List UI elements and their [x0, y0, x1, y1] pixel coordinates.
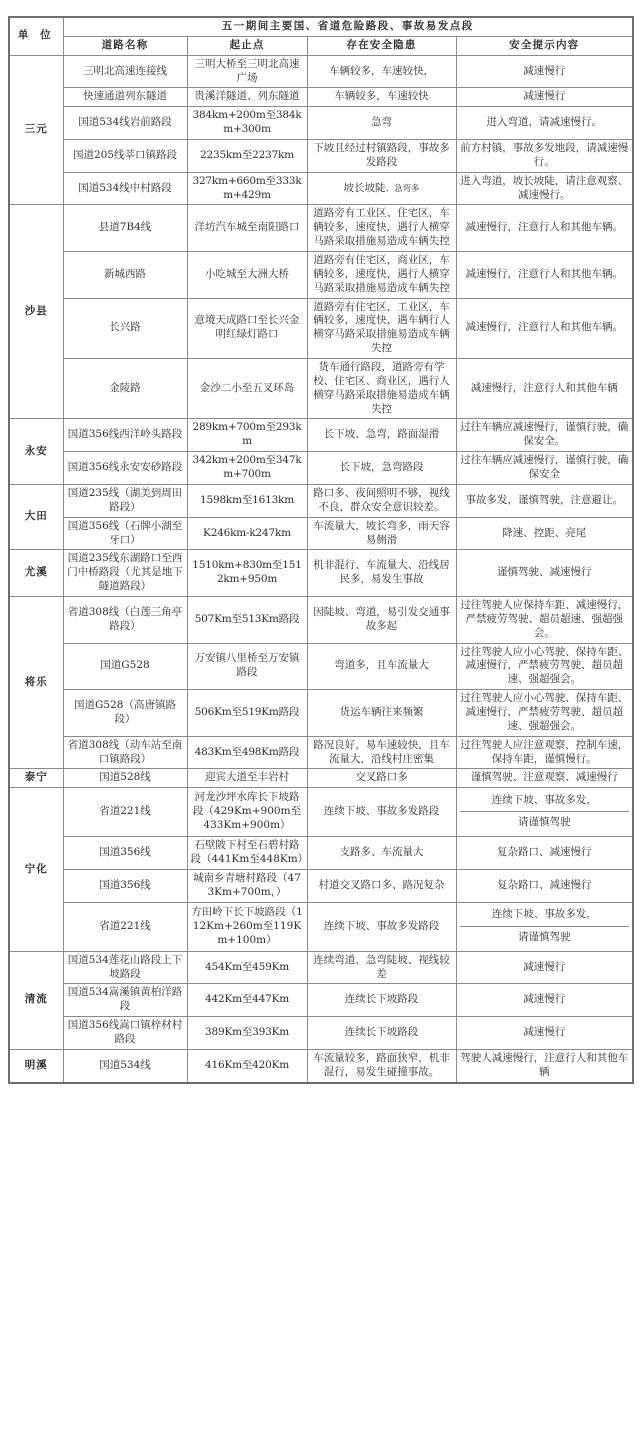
column-header-risk: 存在安全隐患: [307, 36, 456, 55]
range-cell: 城南乡青塘村路段（473Km+700m，）: [187, 869, 307, 902]
risk-cell: 货车通行路段，道路旁有学校、住宅区、商业区，遇行人横穿马路采取措施易造成车辆失控: [307, 359, 456, 419]
table-row: [9, 550, 633, 597]
column-header-row: [9, 36, 633, 55]
column-header-road-name: 道路名称: [63, 36, 187, 55]
risk-text-secondary: 、急弯多: [385, 183, 420, 194]
table-row: [9, 359, 633, 419]
risk-cell: 道路旁有住宅区，工业区，车辆较多，速度快，遇车辆行人横穿马路采取措施易造成车辆失控: [307, 298, 456, 358]
tip-cell: 进入弯道，坡长坡陡，请注意观察、减速慢行。: [456, 172, 633, 205]
road-name-cell: 国道356线（石牌小湖至牙口）: [63, 517, 187, 550]
tip-subcell: 请谨慎驾驶: [518, 816, 571, 829]
tip-cell: 过往车辆应减速慢行，谨慎行驶，确保安全。: [456, 419, 633, 452]
table-row: [9, 55, 633, 88]
unit-cell-2: 永安: [9, 419, 63, 484]
range-cell: 1598km至1613km: [187, 484, 307, 517]
risk-cell: [307, 172, 456, 205]
page-title: 五一期间主要国、省道危险路段、事故易发点段: [63, 17, 633, 36]
tip-cell: 进入弯道，请减速慢行。: [456, 107, 633, 140]
range-cell: 442Km至447Km: [187, 984, 307, 1017]
risk-cell: 弯道多，且车流量大: [307, 643, 456, 690]
tip-cell: 减速慢行，注意行人和其他车辆。: [456, 298, 633, 358]
road-name-cell: 国道205线莘口镇路段: [63, 140, 187, 173]
table-row: [9, 902, 633, 951]
tip-cell: 驾驶人减速慢行，注意行人和其他车辆: [456, 1049, 633, 1082]
road-name-cell: 新城西路: [63, 252, 187, 299]
tip-cell: [456, 902, 633, 951]
risk-cell: 连续长下坡路段: [307, 984, 456, 1017]
unit-cell-7: 宁化: [9, 788, 63, 951]
column-header-tip: 安全提示内容: [456, 36, 633, 55]
tip-cell: 减速慢行，注意行人和其他车辆: [456, 359, 633, 419]
road-name-cell: 国道356线: [63, 837, 187, 870]
tip-cell: 减速慢行，注意行人和其他车辆。: [456, 252, 633, 299]
risk-cell: 长下坡、急弯，路面湿滑: [307, 419, 456, 452]
tip-subcell: 连续下坡、事故多发，: [460, 790, 630, 812]
table-body: [9, 17, 633, 1083]
range-cell: 483Km至498Km路段: [187, 736, 307, 769]
range-cell: 327km+660m至333km+429m: [187, 172, 307, 205]
risk-cell: 道路旁有住宅区，商业区，车辆较多，速度快，遇行人横穿马路采取措施易造成车辆失控: [307, 252, 456, 299]
range-cell: K246km-k247km: [187, 517, 307, 550]
range-cell: 384km+200m至384km+300m: [187, 107, 307, 140]
table-row: [9, 769, 633, 788]
range-cell: 454Km至459Km: [187, 951, 307, 984]
table-row: [9, 172, 633, 205]
table-row: [9, 736, 633, 769]
tip-cell: 减速慢行: [456, 984, 633, 1017]
road-name-cell: 国道235线（湖美到周田路段）: [63, 484, 187, 517]
risk-cell: 路口多、夜间照明不够，视线不良，群众安全意识较差。: [307, 484, 456, 517]
risk-cell: 路况良好，易车速较快，且车流量大，沿线村庄密集: [307, 736, 456, 769]
road-name-cell: 省道308线（白莲三角亭路段）: [63, 596, 187, 643]
table-row: [9, 88, 633, 107]
table-row: [9, 984, 633, 1017]
risk-cell: 长下坡，急弯路段: [307, 452, 456, 485]
table-row: [9, 419, 633, 452]
road-name-cell: 长兴路: [63, 298, 187, 358]
tip-cell: 谨慎驾驶、减速慢行: [456, 550, 633, 597]
table-row: [9, 690, 633, 737]
title-row: [9, 17, 633, 36]
tip-cell: 前方村镇，事故多发地段，请减速慢行。: [456, 140, 633, 173]
risk-cell: 车流量较多，路面狭窄，机非混行，易发生碰撞事故。: [307, 1049, 456, 1082]
risk-cell: 连续下坡、事故多发路段: [307, 788, 456, 837]
tip-cell: 复杂路口、减速慢行: [456, 837, 633, 870]
road-name-cell: 国道G528: [63, 643, 187, 690]
range-cell: 416Km至420Km: [187, 1049, 307, 1082]
risk-cell: 连续弯道、急弯陡坡、视线较差: [307, 951, 456, 984]
road-name-cell: 省道308线（动车站至南口镇路段）: [63, 736, 187, 769]
tip-cell: 减速慢行: [456, 55, 633, 88]
tip-cell: 复杂路口、减速慢行: [456, 869, 633, 902]
tip-cell: 过往驾驶人应小心驾驶、保持车距、减速慢行，严禁疲劳驾驶、超员超速、强超强会。: [456, 643, 633, 690]
range-cell: 507Km至513Km路段: [187, 596, 307, 643]
table-row: [9, 205, 633, 252]
unit-cell-6: 泰宁: [9, 769, 63, 788]
road-name-cell: 国道534线岩前路段: [63, 107, 187, 140]
unit-cell-1: 沙县: [9, 205, 63, 419]
table-row: [9, 1049, 633, 1082]
unit-cell-0: 三元: [9, 55, 63, 205]
tip-cell: 减速慢行: [456, 1017, 633, 1050]
range-cell: 万安镇八里桥至万安镇路段: [187, 643, 307, 690]
tip-cell: 降速、控距、亮尾: [456, 517, 633, 550]
road-name-cell: 国道534嵩溪镇黄柏洋路段: [63, 984, 187, 1017]
risk-cell: 连续长下坡路段: [307, 1017, 456, 1050]
risk-cell: 连续下坡、事故多发路段: [307, 902, 456, 951]
tip-cell: 过往车辆应减速慢行，谨慎行驶，确保安全: [456, 452, 633, 485]
risk-cell: 支路多、车流量大: [307, 837, 456, 870]
risk-cell: 机非混行、车流量大、沿线居民多，易发生事故: [307, 550, 456, 597]
road-name-cell: 县道7B4线: [63, 205, 187, 252]
table-row: [9, 643, 633, 690]
road-name-cell: 金陵路: [63, 359, 187, 419]
road-name-cell: 国道356线: [63, 869, 187, 902]
tip-subcell: 请谨慎驾驶: [518, 930, 571, 943]
hazard-road-table: [8, 16, 634, 1084]
range-cell: 342km+200m至347km+700m: [187, 452, 307, 485]
road-name-cell: 国道528线: [63, 769, 187, 788]
unit-cell-8: 清流: [9, 951, 63, 1049]
table-row: [9, 252, 633, 299]
table-row: [9, 869, 633, 902]
range-cell: 贵溪洋隧道、列东隧道: [187, 88, 307, 107]
tip-cell: [456, 788, 633, 837]
table-row: [9, 788, 633, 837]
table-row: [9, 298, 633, 358]
road-name-cell: 国道356线西洋岭头路段: [63, 419, 187, 452]
risk-cell: 急弯: [307, 107, 456, 140]
range-cell: 石壁陂下村至石碧村路段（441Km至448Km）: [187, 837, 307, 870]
road-name-cell: 三明北高速连接线: [63, 55, 187, 88]
road-name-cell: 国道534莲花山路段上下坡路段: [63, 951, 187, 984]
unit-cell-4: 尤溪: [9, 550, 63, 597]
range-cell: 1510km+830m至1512km+950m: [187, 550, 307, 597]
road-name-cell: 国道G528（高唐镇路段）: [63, 690, 187, 737]
range-cell: 小吃城至大洲大桥: [187, 252, 307, 299]
range-cell: 洋坊汽车城至南阳路口: [187, 205, 307, 252]
road-name-cell: 省道221线: [63, 788, 187, 837]
risk-cell: 道路旁有工业区、住宅区，车辆较多，速度快，遇行人横穿马路采取措施易造成车辆失控: [307, 205, 456, 252]
range-cell: 三明大桥至三明北高速广场: [187, 55, 307, 88]
table-row: [9, 837, 633, 870]
tip-cell: 过往驾驶人应注意观察，控制车速，保持车距，谨慎慢行。: [456, 736, 633, 769]
tip-cell: 过往驾驶人应保持车距、减速慢行，严禁疲劳驾驶、超员超速、强超强会。: [456, 596, 633, 643]
table-row: [9, 951, 633, 984]
range-cell: 2235km至2237km: [187, 140, 307, 173]
unit-cell-9: 明溪: [9, 1049, 63, 1082]
unit-cell-5: 将乐: [9, 596, 63, 768]
column-header-range: 起止点: [187, 36, 307, 55]
tip-cell: 谨慎驾驶、注意观察、减速慢行: [456, 769, 633, 788]
range-cell: 289km+700m至293km: [187, 419, 307, 452]
range-cell: 389Km至393Km: [187, 1017, 307, 1050]
risk-cell: 下坡且经过村镇路段，事故多发路段: [307, 140, 456, 173]
road-name-cell: 国道356线永安安砂路段: [63, 452, 187, 485]
risk-cell: 交叉路口多: [307, 769, 456, 788]
tip-cell: 过往驾驶人应小心驾驶、保持车距、减速慢行，严禁疲劳驾驶、超员超速、强超强会。: [456, 690, 633, 737]
table-row: [9, 452, 633, 485]
column-header-unit: 单 位: [9, 17, 63, 55]
risk-cell: 车辆较多，车速较快，: [307, 55, 456, 88]
risk-cell: 货运车辆往来频繁: [307, 690, 456, 737]
range-cell: 方田岭下长下坡路段（112Km+260m至119Km+100m）: [187, 902, 307, 951]
tip-cell: 事故多发，谨慎驾驶，注意避让。: [456, 484, 633, 517]
road-name-cell: 国道356线嵩口镇梓材村路段: [63, 1017, 187, 1050]
risk-cell: 因陡坡、弯道，易引发交通事故多起: [307, 596, 456, 643]
road-name-cell: 国道235线东湖路口至西门中桥路段（尤其是地下隧道路段）: [63, 550, 187, 597]
risk-cell: 车辆较多，车速较快: [307, 88, 456, 107]
road-name-cell: 国道534线: [63, 1049, 187, 1082]
road-name-cell: 快速通道列东隧道: [63, 88, 187, 107]
road-name-cell: 省道221线: [63, 902, 187, 951]
road-name-cell: 国道534线中村路段: [63, 172, 187, 205]
table-row: [9, 596, 633, 643]
tip-subcell: 连续下坡、事故多发，: [460, 905, 630, 927]
tip-cell: 减速慢行: [456, 951, 633, 984]
tip-cell: 减速慢行: [456, 88, 633, 107]
range-cell: 意境天成路口至长兴金明红绿灯路口: [187, 298, 307, 358]
table-row: [9, 1017, 633, 1050]
unit-cell-3: 大田: [9, 484, 63, 549]
table-row: [9, 484, 633, 517]
range-cell: 金沙二小至五叉环岛: [187, 359, 307, 419]
range-cell: 迎宾大道至丰岩村: [187, 769, 307, 788]
risk-text-main: 坡长坡陡: [343, 181, 386, 194]
range-cell: 506Km至519Km路段: [187, 690, 307, 737]
table-row: [9, 140, 633, 173]
table-row: [9, 107, 633, 140]
tip-cell: 减速慢行，注意行人和其他车辆。: [456, 205, 633, 252]
table-row: [9, 517, 633, 550]
risk-cell: 村道交叉路口多、路况复杂: [307, 869, 456, 902]
risk-cell: 车流量大，坡长弯多，雨天容易侧滑: [307, 517, 456, 550]
range-cell: 河龙沙坪水库长下坡路段（429Km+900m至433Km+900m）: [187, 788, 307, 837]
